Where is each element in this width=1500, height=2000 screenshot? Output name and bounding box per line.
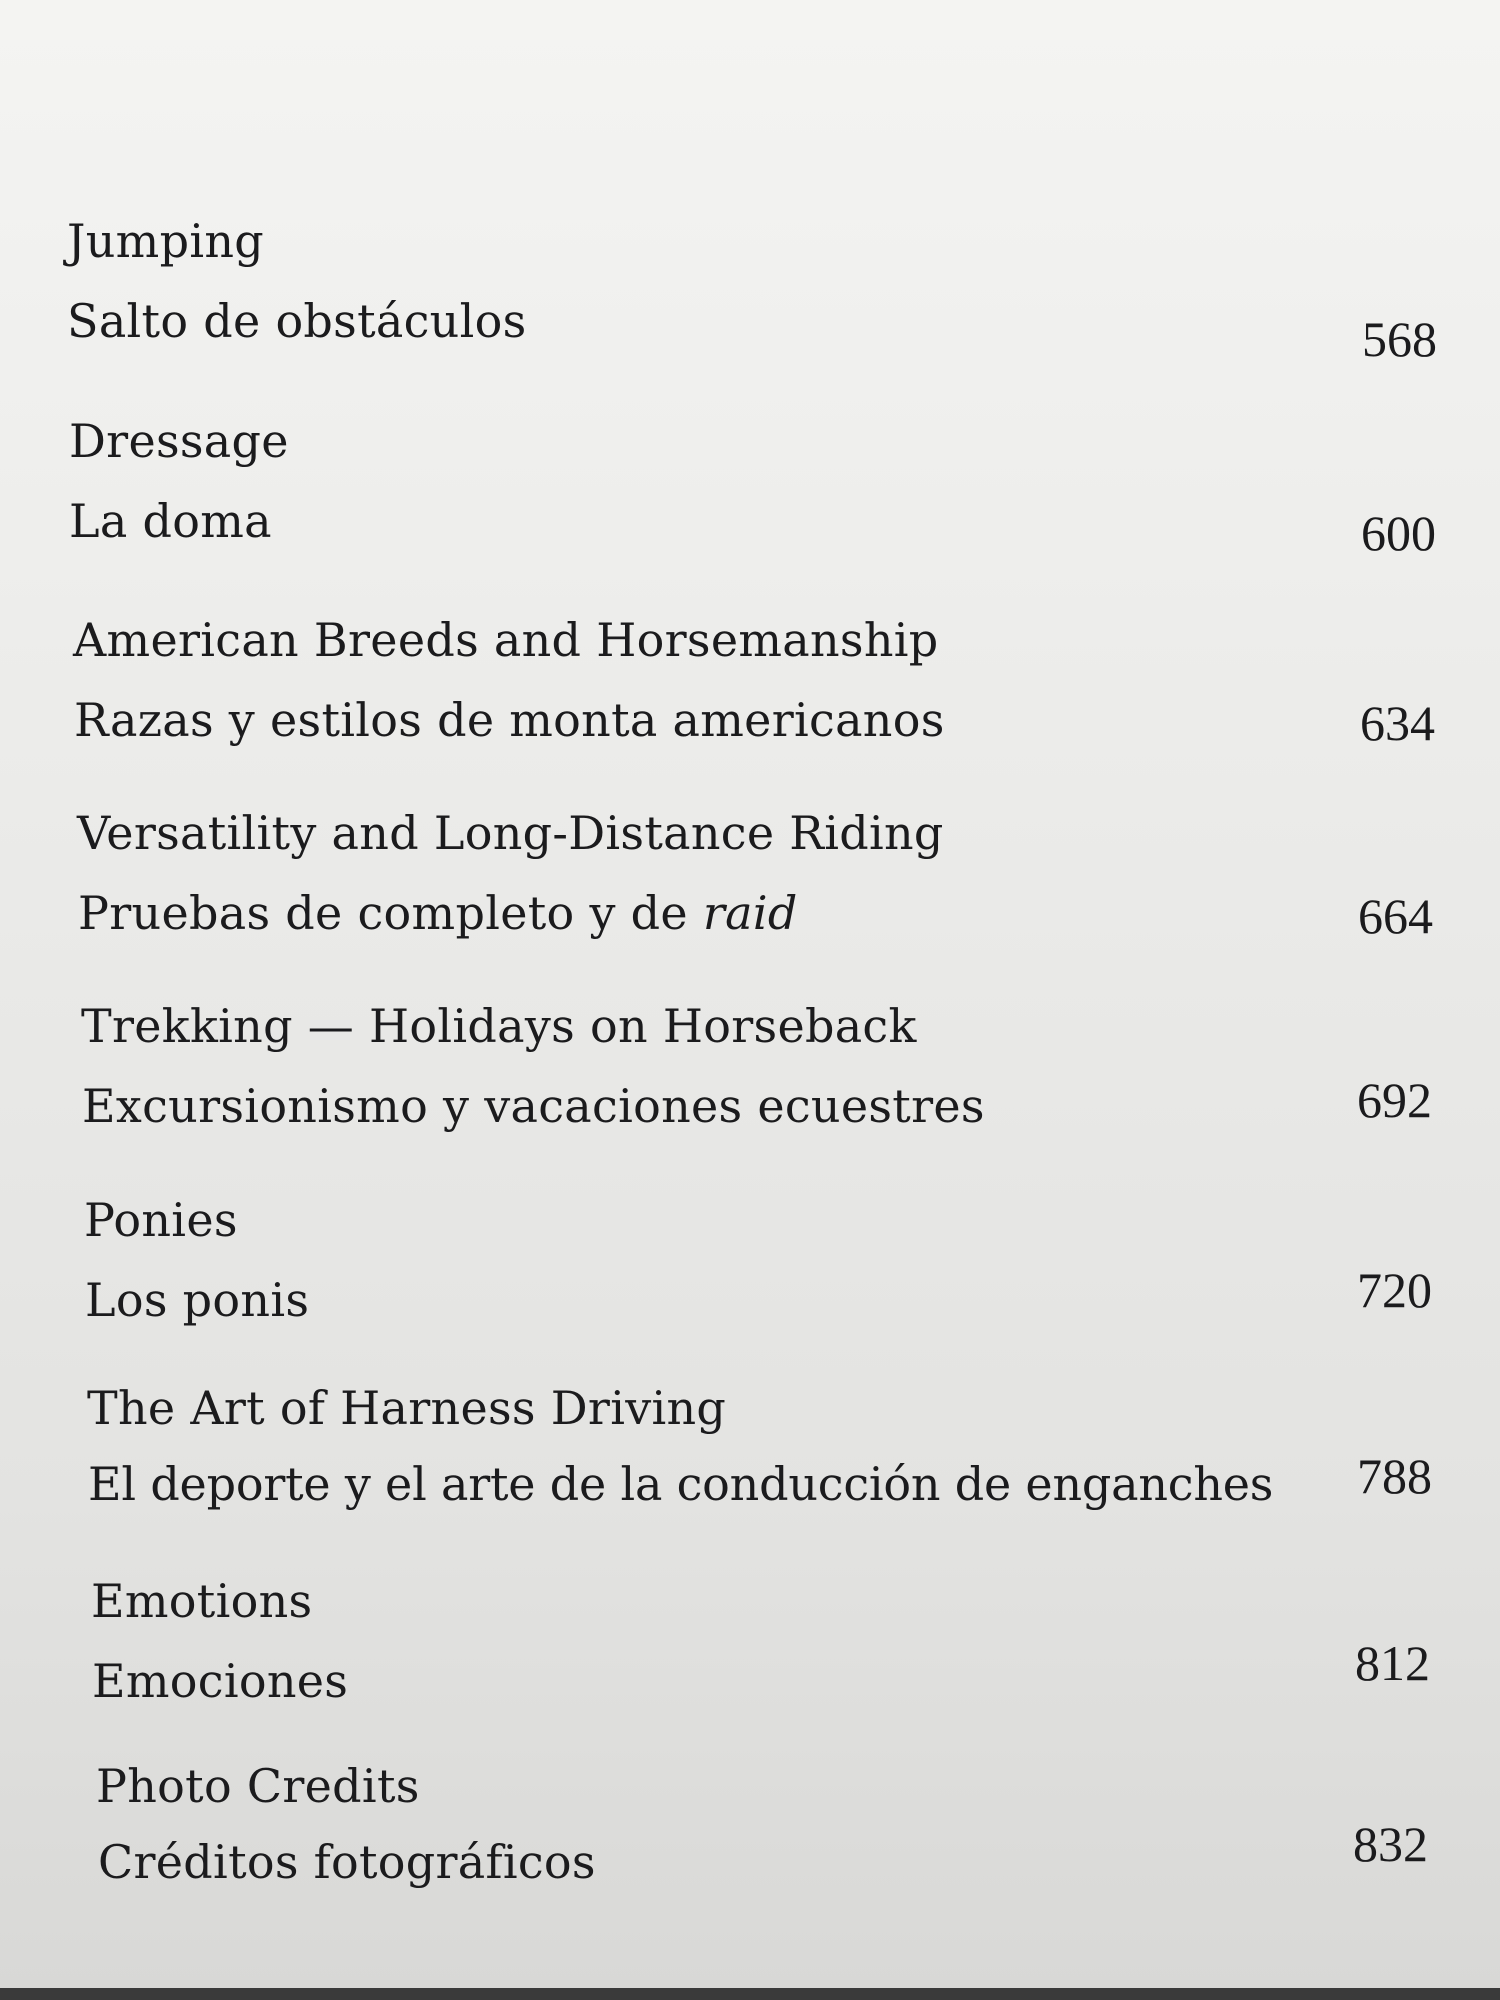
toc-entry-title-es-plain: Pruebas de completo y de [78, 886, 703, 940]
toc-entry-ponies[interactable] [0, 1192, 1500, 1362]
toc-entry-american-breeds[interactable] [0, 612, 1500, 782]
toc-entry-versatility[interactable] [0, 805, 1500, 975]
toc-entry-harness-driving[interactable] [0, 1380, 1500, 1550]
toc-entry-photo-credits[interactable] [0, 1758, 1500, 1928]
toc-entry-page-number: 788 [1357, 1448, 1432, 1504]
toc-entry-emotions[interactable] [0, 1573, 1500, 1743]
toc-entry-title-es: Razas y estilos de monta americanos [74, 693, 945, 747]
toc-entry-title-es: Los ponis [85, 1273, 310, 1327]
toc-entry-title-es: Emociones [92, 1654, 349, 1708]
toc-entry-trekking[interactable] [0, 998, 1500, 1168]
toc-entry-page-number: 692 [1357, 1072, 1432, 1128]
toc-entry-title-es-italic: raid [702, 886, 798, 940]
toc-entry-page-number: 634 [1360, 695, 1435, 751]
page-bottom-edge [0, 1988, 1500, 2000]
toc-entry-title-en: The Art of Harness Driving [87, 1381, 727, 1435]
toc-entry-jumping[interactable] [0, 213, 1500, 383]
toc-entry-title-en: Dressage [69, 414, 289, 468]
toc-entry-title-en: Ponies [84, 1193, 238, 1247]
toc-entry-title-es [78, 885, 798, 941]
toc-entry-page-number: 720 [1357, 1262, 1432, 1318]
toc-entry-page-number: 832 [1353, 1816, 1428, 1872]
toc-entry-title-en: Emotions [91, 1574, 313, 1628]
toc-entry-title-es: Créditos fotográficos [98, 1835, 596, 1889]
toc-entry-page-number: 664 [1358, 888, 1433, 944]
toc-entry-page-number: 600 [1361, 505, 1436, 561]
toc-entry-dressage[interactable] [0, 413, 1500, 583]
toc-entry-title-es: Salto de obstáculos [67, 294, 527, 348]
toc-entry-page-number: 568 [1362, 311, 1437, 367]
toc-entry-title-en: Jumping [67, 214, 265, 268]
toc-entry-title-es: El deporte y el arte de la conducción de enganches [88, 1457, 1274, 1511]
toc-entry-title-en: Trekking — Holidays on Horseback [81, 999, 917, 1053]
toc-entry-title-en: Versatility and Long-Distance Riding [77, 806, 944, 860]
toc-entry-title-es: Excursionismo y vacaciones ecuestres [82, 1079, 985, 1133]
toc-entry-title-en: Photo Credits [96, 1759, 420, 1813]
toc-entry-title-es: La doma [69, 494, 272, 548]
toc-entry-page-number: 812 [1355, 1635, 1430, 1691]
toc-entry-title-en: American Breeds and Horsemanship [73, 613, 939, 667]
